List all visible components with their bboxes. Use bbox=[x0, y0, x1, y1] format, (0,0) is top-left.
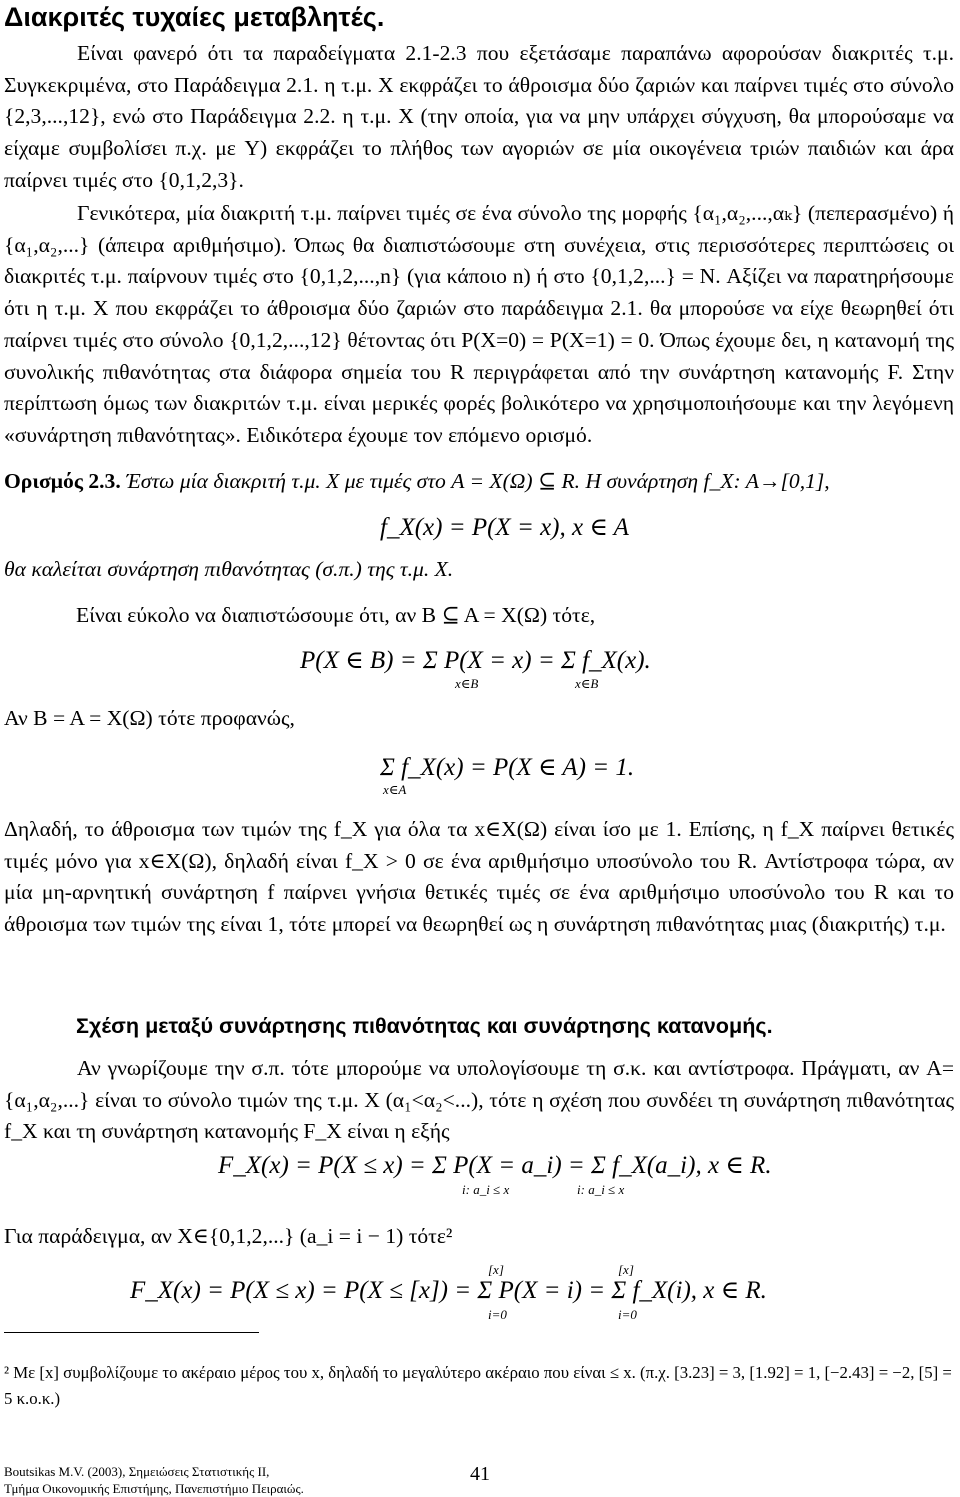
definition-text: Έστω μία διακριτή τ.μ. X με τιμές στο A = X(Ω) ⊆ R. Η συνάρτηση f_X: A→[0,1], bbox=[126, 469, 830, 493]
page-footer bbox=[4, 1463, 304, 1497]
footnote: ² Με [x] συμβολίζουμε το ακέραιο μέρος του x, δηλαδή το μεγαλύτερο ακέραιο που είναι ≤ x. (π.χ. [3.23] = 3, [1.92] = 1, [−2.43] = −2, [5] = 5 κ.ο.κ.) bbox=[4, 1363, 952, 1408]
formula-f-sub-2: i: a_i ≤ x bbox=[577, 1182, 625, 1197]
easy-line: Είναι εύκολο να διαπιστώσουμε ότι, αν B ⊆ A = X(Ω) τότε, bbox=[76, 603, 596, 627]
formula-g-top-1: [x] bbox=[488, 1262, 504, 1277]
formula-g-bottom-1: i=0 bbox=[488, 1307, 507, 1322]
example-line: Για παράδειγμα, αν X∈{0,1,2,...} (a_i = i − 1) τότε² bbox=[4, 1224, 453, 1248]
subsection-heading: Σχέση μεταξύ συνάρτησης πιθανότητας και συνάρτησης κατανομής. bbox=[76, 1013, 773, 1038]
paragraph-2: Γενικότερα, μία διακριτή τ.μ. παίρνει τιμές σε ένα σύνολο της μορφής {α₁,α₂,...,αₖ} (πεπερασμένο) ή {α₁,α₂,...} (άπειρα αριθμήσιμο). Όπως θα διαπιστώσουμε στη συνέχεια, στις περισσότερες περιπτώσεις οι διακριτές τ.μ. παίρνουν τιμές στο {0,1,2,...,n} (για κάποιο n) ή στο {0,1,2,...} = N. Αξίζει να παρατηρήσουμε ότι η τ.μ. X που εκφράζει το άθροισμα δύο ζαριών στο παράδειγμα 2.1. θα μπορούσε να είχε θεωρηθεί ότι παίρνει τιμές στο σύνολο {0,1,2,...,12} θέτοντας ότι P(X=0) = P(X=1) = 0. Όπως έχουμε δει, η κατανομή της συνολικής πιθανότητας στα διάφορα σημεία του R περιγράφεται από την συνάρτηση κατανομής F. Στην περίπτωση όμως των διακριτών τ.μ. είναι μερικές φορές βολικότερο να χρησιμοποιήσουμε και την λεγόμενη «συνάρτηση πιθανότητας». Ειδικότερα έχουμε τον επόμενο ορισμό. bbox=[4, 201, 954, 447]
formula-f: F_X(x) = P(X ≤ x) = Σ P(X = a_i) = Σ f_X(a_i), x ∈ R. bbox=[218, 1152, 772, 1179]
formula-a: Σ f_X(x) = P(X ∈ A) = 1. bbox=[380, 754, 635, 781]
footer-citation: Boutsikas M.V. (2003), Σημειώσεις Στατιστικής ΙΙ, bbox=[4, 1464, 270, 1479]
formula-b-sub-2: x∈B bbox=[575, 676, 599, 691]
paragraph-4: Αν γνωρίζουμε την σ.π. τότε μπορούμε να υπολογίσουμε τη σ.κ. και αντίστροφα. Πράγματι, αν A={α₁,α₂,...} είναι το σύνολο τιμών της τ.μ. X (α₁<α₂<...), τότε η σχέση που συνδέει τη συνάρτηση πιθανότητας f_X και τη συνάρτηση κατανομής F_X είναι η εξής bbox=[4, 1056, 954, 1144]
definition-formula: f_X(x) = P(X = x), x ∈ A bbox=[380, 514, 629, 541]
page-number: 41 bbox=[470, 1463, 490, 1485]
footnote-rule bbox=[4, 1332, 259, 1333]
formula-b-sub-1: x∈B bbox=[455, 676, 479, 691]
formula-g-bottom-2: i=0 bbox=[618, 1307, 637, 1322]
formula-f-sub-1: i: a_i ≤ x bbox=[462, 1182, 510, 1197]
paragraph-1: Είναι φανερό ότι τα παραδείγματα 2.1-2.3 που εξετάσαμε παραπάνω αφορούσαν διακριτές τ.μ. Συγκεκριμένα, στο Παράδειγμα 2.1. η τ.μ. X εκφράζει το άθροισμα δύο ζαριών και παίρνει τιμές στο σύνολο {2,3,...,12}, ενώ στο Παράδειγμα 2.2. η τ.μ. X (την οποία, για να μην υπάρχει σύγχυση, θα μπορούσαμε να είχαμε συμβολίσει π.χ. με Y) εκφράζει το πλήθος των αγοριών σε μία οικογένεια τριών παιδιών και άρα παίρνει τιμές στο {0,1,2,3}. bbox=[4, 41, 954, 192]
formula-g-top-2: [x] bbox=[618, 1262, 634, 1277]
formula-b: P(X ∈ B) = Σ P(X = x) = Σ f_X(x). bbox=[300, 647, 651, 674]
definition-end: θα καλείται συνάρτηση πιθανότητας (σ.π.) της τ.μ. X. bbox=[4, 557, 454, 581]
obvious-line: Αν B = A = X(Ω) τότε προφανώς, bbox=[4, 706, 295, 730]
paragraph-3: Δηλαδή, το άθροισμα των τιμών της f_X για όλα τα x∈X(Ω) είναι ίσο με 1. Επίσης, η f_X παίρνει θετικές τιμές μόνο για x∈X(Ω), δηλαδή είναι f_X > 0 σε ένα αριθμήσιμο υποσύνολο του R. Αντίστροφα τώρα, αν μία μη-αρνητική συνάρτηση f παίρνει γνήσια θετικές τιμές σε ένα αριθμήσιμο υποσύνολο του R και το άθροισμα των τιμών της είναι 1, τότε μπορεί να θεωρηθεί ως η συνάρτηση πιθανότητας μιας (διακριτής) τ.μ. bbox=[4, 817, 954, 937]
formula-g: F_X(x) = P(X ≤ x) = P(X ≤ [x]) = Σ P(X = i) = Σ f_X(i), x ∈ R. bbox=[130, 1277, 767, 1304]
definition-label: Ορισμός 2.3. bbox=[4, 469, 121, 493]
section-heading: Διακριτές τυχαίες μεταβλητές. bbox=[4, 2, 385, 32]
formula-a-sub: x∈A bbox=[383, 782, 407, 797]
definition-line bbox=[4, 469, 830, 494]
footer-affiliation: Τμήμα Οικονομικής Επιστήμης, Πανεπιστήμιο Πειραιώς. bbox=[4, 1481, 304, 1496]
